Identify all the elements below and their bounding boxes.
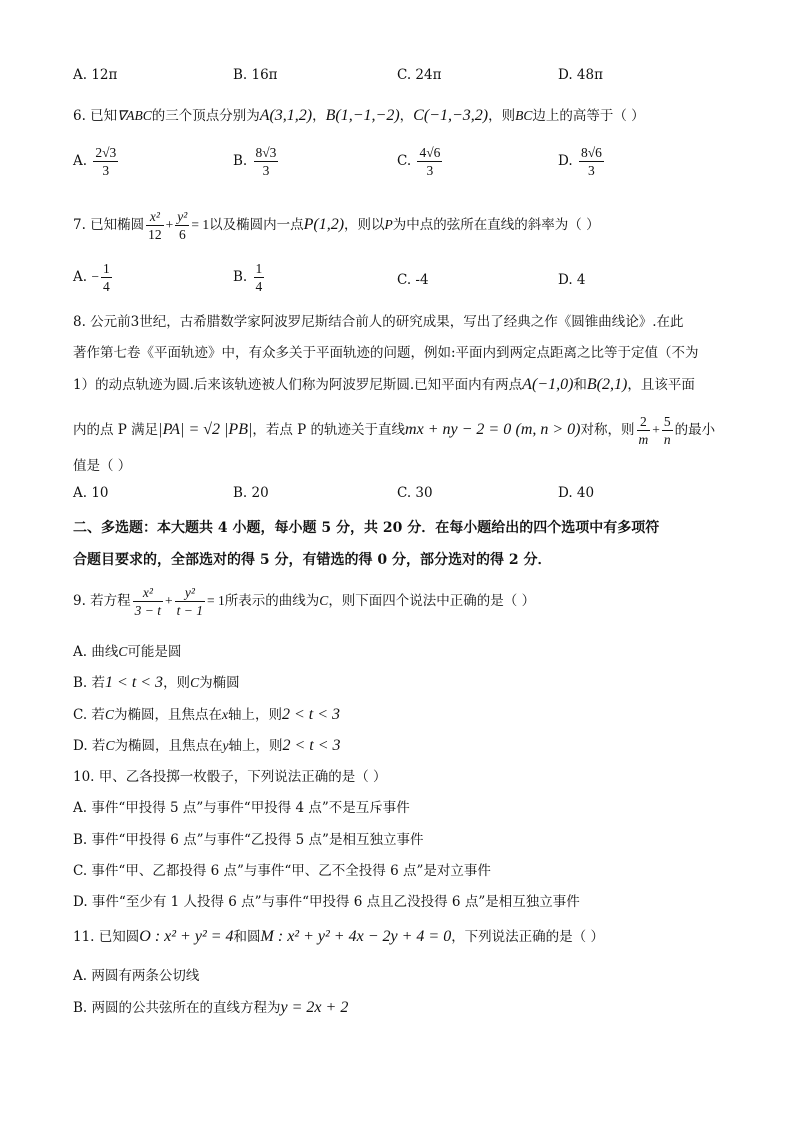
q6-point-b: B(1,−1,−2) [325,107,400,124]
q6-point-c: C(−1,−3,2) [413,107,489,124]
q7-option-d: D. 4 [558,272,586,288]
q7-option-b-label: B. [233,269,248,285]
q8-plus: + [652,422,660,437]
q8-f2-den: n [663,432,671,447]
q5-option-c: C. 24π [397,67,442,83]
q8-line-4-d: 的最小 [674,422,716,438]
q7-b-num: 1 [255,261,263,276]
q10-option-d: D. 事件“至少有 1 人投得 6 点”与事件“甲投得 6 点且乙没投得 6 点”是相互独立事件 [73,894,580,910]
q6-option-b-frac [254,144,279,179]
q9-option-a [73,640,181,660]
q9-plus: + [165,593,173,608]
q8-f1-num: 2 [637,413,651,431]
q7-option-a [73,260,114,295]
q7-number: 7. 已知椭圆 [73,217,145,233]
q9-f2-den: t − 1 [176,603,204,618]
section-2-heading-1: 二、多选题：本大题共 4 小题，每小题 5 分，共 20 分．在每小题给出的四个选项中有多项符 [73,520,660,536]
q6-triangle: ∇ABC [117,108,152,123]
q7-p: P [384,217,393,232]
q10-option-a: A. 事件“甲投得 5 点”与事件“甲投得 4 点”不是互斥事件 [73,800,410,816]
q9-number: 9. 若方程 [73,593,131,609]
q6-point-a: A(3,1,2) [259,107,313,124]
q9-f2-num: y² [175,584,205,602]
q9-d-text-3: 轴上，则 [228,738,283,754]
q6-a-den: 3 [102,163,110,178]
q9-frac-2 [175,584,205,619]
q6-number: 6. 已知 [73,108,118,124]
q6-b-den: 3 [262,163,270,178]
q7-point-p: P(1,2) [303,216,345,233]
q6-c-den: 3 [426,163,434,178]
q6-option-c-label: C. [397,153,412,169]
q9-d-math: 2 < t < 3 [282,737,341,754]
q6-option-c [397,144,444,179]
q6-a-num: 2√3 [95,145,117,160]
q9-option-c [73,703,340,724]
q6-bc: BC [515,108,533,123]
q9-b-math: 1 < t < 3 [105,674,164,691]
q8-line-4-a: 内的点 P 满足 [73,422,159,438]
q8-line-eq: mx + ny − 2 = 0 [405,421,512,438]
q9-option-b [73,671,240,692]
q6-option-b [233,144,280,179]
q6-sep-1: ， [312,108,326,124]
q6-d-den: 3 [588,163,595,178]
q7-plus: + [165,217,174,232]
q5-option-b: B. 16π [233,67,278,83]
q6-text-2: ，则 [488,108,516,124]
q6-c-num: 4√6 [419,145,441,160]
q7-text-3: 为中点的弦所在直线的斜率为（ ） [392,217,600,233]
q7-f1-num: x² [146,208,164,226]
q7-f1-den: 12 [148,227,162,242]
q7-option-b-frac [254,260,265,295]
q9-d-text-2: 为椭圆，且焦点在 [114,738,223,754]
q8-cond: (m, n > 0) [515,421,581,438]
q6-option-c-frac [417,144,442,179]
q6-stem [73,104,645,125]
q9-d-text: D. 若 [73,738,106,754]
q7-a-num: 1 [102,261,110,276]
q8-option-b: B. 20 [233,485,269,501]
q6-b-num: 8√3 [255,145,277,160]
q6-option-a-label: A. [73,153,88,169]
q6-text-3: 边上的高等于（ ） [532,108,645,124]
q9-c-x: x [221,707,228,722]
q10-stem: 10. 甲、乙各投掷一枚骰子，下列说法正确的是（ ） [73,769,387,785]
q6-option-d-frac [579,144,604,179]
q11-option-b [73,996,348,1017]
q7-frac-1 [146,208,164,243]
q11-option-a: A. 两圆有两条公切线 [73,968,200,984]
q8-line-1: 8. 公元前3世纪，古希腊数学家阿波罗尼斯结合前人的研究成果，写出了经典之作《圆锥曲线论》.在此 [73,314,684,330]
q8-point-b: B(2,1) [586,376,628,393]
q8-line-2: 著作第七卷《平面轨迹》中，有众多关于平面轨迹的问题，例如:平面内到两定点距离之比等于定值（不为 [73,345,699,361]
q9-f1-num: x² [133,584,163,602]
q7-option-b [233,260,266,295]
q7-frac-2 [175,208,189,243]
q9-eq: = 1 [207,593,225,608]
q8-line-3-b: 和 [573,377,587,393]
q5-option-a: A. 12π [73,67,118,83]
q8-line-3-c: ，且该平面 [627,377,695,393]
q9-text-1: 所表示的曲线为 [224,593,320,609]
q8-point-a: A(−1,0) [522,376,574,393]
q8-frac-1 [637,413,651,448]
q7-option-c: C. -4 [397,272,429,288]
q9-b-text-2: ，则 [163,675,191,691]
q8-line-4-b: ，若点 P 的轨迹关于直线 [252,422,406,438]
q8-condition: |PA| = √2 |PB| [158,421,253,438]
q11-stem [73,925,604,946]
q7-text-2: ，则以 [344,217,385,233]
q9-a-c: C [118,644,128,659]
q7-b-den: 4 [255,279,263,294]
q7-eq: = 1 [191,217,210,232]
q9-c-text: C. 若 [73,707,105,723]
q9-b-text-3: 为椭圆 [199,675,240,691]
q11-circle-o: O : x² + y² = 4 [139,928,234,945]
q8-option-c: C. 30 [397,485,433,501]
q9-frac-1 [133,584,163,619]
q6-option-a [73,144,120,179]
q8-line-3 [73,373,695,394]
q6-option-b-label: B. [233,153,248,169]
q10-option-c: C. 事件“甲、乙都投得 6 点”与事件“甲、乙不全投得 6 点”是对立事件 [73,863,491,879]
q7-stem [73,208,600,243]
q9-text-2: ，则下面四个说法中正确的是（ ） [328,593,536,609]
q11-text-1: 和圆 [233,929,261,945]
q8-line-4-c: 对称，则 [580,422,635,438]
q9-stem [73,584,535,619]
q6-option-a-frac [93,144,118,179]
q8-line-4 [73,413,715,448]
q7-text-1: 以及椭圆内一点 [209,217,304,233]
q7-f2-num: y² [177,209,188,224]
q9-c-c: C [104,707,114,722]
q9-f1-den: 3 − t [134,603,162,618]
q9-d-y: y [222,738,229,753]
q11-b-text: B. 两圆的公共弦所在的直线方程为 [73,1000,281,1016]
q9-a-text-2: 可能是圆 [127,644,182,660]
q11-text-2: ，下列说法正确的是（ ） [451,929,604,945]
q6-option-d-label: D. [558,153,573,169]
q8-line-5: 值是（ ） [73,458,132,474]
q8-line-3-a: 1）的动点轨迹为圆.后来该轨迹被人们称为阿波罗尼斯圆.已知平面内有两点 [73,377,523,393]
q6-d-num: 8√6 [580,145,602,160]
q7-option-a-sign: − [91,269,99,284]
q8-option-d: D. 40 [558,485,595,501]
q7-option-a-frac [101,260,112,295]
section-2-heading-2: 合题目要求的，全部选对的得 5 分，有错选的得 0 分，部分选对的得 2 分． [73,552,552,568]
q9-c-text-3: 轴上，则 [227,707,282,723]
q11-number: 11. 已知圆 [73,929,140,945]
q7-a-den: 4 [102,279,110,294]
q6-sep-2: ， [399,108,414,124]
q5-option-d: D. 48π [558,67,603,83]
q9-c: C [319,593,329,608]
q8-f1-den: m [638,432,649,447]
q9-d-c: C [105,738,115,753]
q9-b-text: B. 若 [73,675,106,691]
q8-f2-num: 5 [663,414,671,429]
q6-text-1: 的三个顶点分别为 [151,108,260,124]
q11-circle-m: M : x² + y² + 4x − 2y + 4 = 0 [260,928,452,945]
q10-option-b: B. 事件“甲投得 6 点”与事件“乙投得 5 点”是相互独立事件 [73,832,424,848]
q9-c-text-2: 为椭圆，且焦点在 [113,707,222,723]
q6-option-d [558,144,606,179]
q9-a-text: A. 曲线 [73,644,119,660]
q9-option-d [73,734,341,755]
q8-frac-2 [662,413,673,448]
q11-b-math: y = 2x + 2 [280,999,349,1016]
q9-b-c: C [190,675,200,690]
q7-f2-den: 6 [178,227,186,242]
q9-c-math: 2 < t < 3 [281,706,340,723]
q7-option-a-label: A. [73,269,88,285]
q8-option-a: A. 10 [73,485,109,501]
